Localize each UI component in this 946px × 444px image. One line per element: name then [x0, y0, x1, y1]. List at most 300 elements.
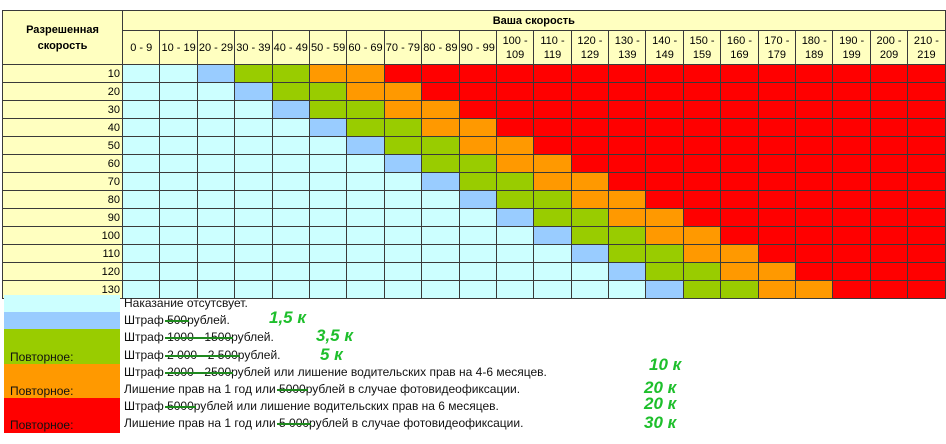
- handwritten-note-green-repeat: 5 к: [320, 344, 343, 364]
- penalty-cell-none: [197, 173, 234, 191]
- penalty-cell-green: [309, 101, 346, 119]
- penalty-cell-green: [235, 65, 272, 83]
- allowed-speed-header: Разрешенная скорость: [3, 11, 123, 65]
- speed-range-header: 160 - 169: [721, 31, 758, 65]
- penalty-cell-blue: [422, 173, 459, 191]
- penalty-cell-red: [534, 137, 571, 155]
- penalty-cell-none: [347, 227, 384, 245]
- penalty-cell-none: [272, 137, 309, 155]
- penalty-cell-green: [571, 209, 608, 227]
- penalty-cell-red: [496, 119, 533, 137]
- penalty-cell-red: [796, 83, 833, 101]
- penalty-cell-orange: [609, 209, 646, 227]
- penalty-cell-red: [833, 191, 870, 209]
- legend-swatch-blue: [4, 312, 120, 329]
- repeat-label-red: Повторное:: [10, 418, 74, 433]
- allowed-speed-label: 90: [3, 209, 123, 227]
- penalty-cell-red: [758, 83, 795, 101]
- penalty-cell-red: [571, 155, 608, 173]
- penalty-cell-red: [870, 263, 907, 281]
- penalty-cell-red: [609, 119, 646, 137]
- penalty-cell-none: [309, 155, 346, 173]
- legend-row-red-repeat: [4, 415, 934, 432]
- penalty-cell-none: [160, 137, 197, 155]
- penalty-cell-none: [160, 155, 197, 173]
- penalty-cell-green: [347, 101, 384, 119]
- penalty-cell-none: [272, 119, 309, 137]
- penalty-cell-red: [721, 137, 758, 155]
- penalty-cell-none: [123, 263, 160, 281]
- penalty-cell-none: [197, 83, 234, 101]
- penalty-cell-none: [347, 191, 384, 209]
- speed-range-header: 180 - 189: [796, 31, 833, 65]
- penalty-cell-orange: [347, 65, 384, 83]
- penalty-cell-red: [721, 191, 758, 209]
- penalty-cell-green: [384, 137, 421, 155]
- penalty-cell-none: [235, 245, 272, 263]
- table-row: [3, 119, 946, 137]
- penalty-cell-red: [683, 137, 720, 155]
- allowed-speed-label: 40: [3, 119, 123, 137]
- penalty-cell-none: [272, 245, 309, 263]
- handwritten-note-orange-repeat: 20 к: [644, 377, 677, 397]
- penalty-cell-none: [197, 191, 234, 209]
- penalty-cell-red: [908, 227, 945, 245]
- legend-row-none: [4, 295, 934, 312]
- table-row: [3, 137, 946, 155]
- penalty-cell-red: [646, 155, 683, 173]
- penalty-cell-red: [870, 119, 907, 137]
- penalty-cell-none: [309, 227, 346, 245]
- penalty-cell-none: [422, 245, 459, 263]
- speed-range-header: 100 - 109: [496, 31, 533, 65]
- speed-range-header: 30 - 39: [235, 31, 272, 65]
- penalty-cell-none: [197, 227, 234, 245]
- penalty-cell-none: [347, 263, 384, 281]
- penalty-cell-none: [384, 245, 421, 263]
- penalty-cell-none: [235, 209, 272, 227]
- speed-range-header: 60 - 69: [347, 31, 384, 65]
- penalty-cell-orange: [496, 155, 533, 173]
- legend: [4, 295, 934, 433]
- penalty-cell-blue: [347, 137, 384, 155]
- penalty-cell-blue: [609, 263, 646, 281]
- penalty-cell-none: [272, 209, 309, 227]
- penalty-cell-red: [833, 245, 870, 263]
- speed-range-header: 10 - 19: [160, 31, 197, 65]
- penalty-cell-red: [571, 137, 608, 155]
- speed-range-header: 190 - 199: [833, 31, 870, 65]
- penalty-cell-red: [534, 65, 571, 83]
- penalty-cell-red: [908, 155, 945, 173]
- penalty-cell-green: [534, 191, 571, 209]
- penalty-cell-red: [870, 191, 907, 209]
- penalty-cell-none: [347, 245, 384, 263]
- handwritten-note-red: 20 к: [644, 394, 677, 414]
- penalty-cell-orange: [309, 65, 346, 83]
- penalty-cell-red: [721, 101, 758, 119]
- penalty-cell-none: [160, 191, 197, 209]
- penalty-cell-red: [833, 101, 870, 119]
- penalty-cell-blue: [571, 245, 608, 263]
- penalty-cell-none: [235, 173, 272, 191]
- penalty-cell-red: [534, 83, 571, 101]
- penalty-cell-none: [422, 209, 459, 227]
- speed-range-header: 200 - 209: [870, 31, 907, 65]
- legend-row-green: [4, 326, 934, 346]
- penalty-cell-none: [160, 65, 197, 83]
- penalty-cell-none: [347, 173, 384, 191]
- penalty-cell-red: [796, 227, 833, 245]
- penalty-cell-red: [422, 65, 459, 83]
- speed-range-header: 150 - 159: [683, 31, 720, 65]
- penalty-cell-blue: [272, 101, 309, 119]
- penalty-cell-none: [309, 173, 346, 191]
- penalty-cell-orange: [459, 137, 496, 155]
- penalty-cell-red: [908, 83, 945, 101]
- penalty-cell-red: [683, 119, 720, 137]
- penalty-cell-blue: [309, 119, 346, 137]
- penalty-cell-orange: [721, 245, 758, 263]
- penalty-cell-none: [123, 101, 160, 119]
- table-row: [3, 173, 946, 191]
- penalty-cell-red: [870, 101, 907, 119]
- penalty-cell-red: [683, 65, 720, 83]
- penalty-cell-red: [646, 101, 683, 119]
- penalty-cell-blue: [235, 83, 272, 101]
- legend-text-green: Штраф 1000 - 1500рублей.: [124, 330, 274, 345]
- penalty-cell-red: [609, 155, 646, 173]
- allowed-speed-label: 80: [3, 191, 123, 209]
- penalty-cell-none: [347, 209, 384, 227]
- speed-range-header: 130 - 139: [609, 31, 646, 65]
- penalty-cell-none: [197, 137, 234, 155]
- penalty-cell-none: [272, 263, 309, 281]
- penalty-cell-red: [870, 155, 907, 173]
- penalty-cell-red: [908, 137, 945, 155]
- penalty-cell-none: [197, 245, 234, 263]
- penalty-cell-green: [347, 119, 384, 137]
- penalty-cell-green: [646, 263, 683, 281]
- penalty-cell-red: [796, 209, 833, 227]
- table-row: [3, 83, 946, 101]
- penalty-cell-red: [796, 155, 833, 173]
- allowed-speed-label: 130: [3, 281, 123, 299]
- penalty-cell-none: [197, 209, 234, 227]
- legend-row-red: [4, 394, 934, 415]
- penalty-cell-red: [683, 83, 720, 101]
- penalty-cell-red: [908, 173, 945, 191]
- speed-range-header: 80 - 89: [422, 31, 459, 65]
- penalty-cell-red: [534, 101, 571, 119]
- penalty-cell-red: [459, 83, 496, 101]
- penalty-cell-red: [796, 137, 833, 155]
- penalty-cell-orange: [609, 191, 646, 209]
- penalty-cell-green: [646, 245, 683, 263]
- penalty-cell-green: [496, 173, 533, 191]
- legend-row-orange-repeat: [4, 377, 934, 398]
- penalty-cell-none: [160, 119, 197, 137]
- penalty-cell-none: [235, 101, 272, 119]
- penalty-cell-red: [833, 65, 870, 83]
- penalty-cell-red: [721, 209, 758, 227]
- penalty-cell-red: [758, 227, 795, 245]
- penalty-cell-red: [758, 119, 795, 137]
- penalty-cell-red: [758, 191, 795, 209]
- penalty-cell-none: [347, 155, 384, 173]
- penalty-cell-red: [758, 65, 795, 83]
- penalty-cell-red: [721, 83, 758, 101]
- penalty-cell-red: [683, 101, 720, 119]
- legend-text-blue: Штраф 500рублей.: [124, 313, 230, 328]
- allowed-speed-label: 10: [3, 65, 123, 83]
- allowed-speed-label: 60: [3, 155, 123, 173]
- penalty-cell-none: [459, 263, 496, 281]
- penalty-cell-green: [683, 263, 720, 281]
- handwritten-note-green: 3,5 к: [316, 326, 353, 346]
- penalty-cell-none: [534, 245, 571, 263]
- penalty-cell-red: [908, 191, 945, 209]
- table-row: [3, 65, 946, 83]
- penalty-cell-red: [721, 173, 758, 191]
- penalty-cell-none: [496, 245, 533, 263]
- penalty-cell-red: [870, 137, 907, 155]
- table-row: [3, 155, 946, 173]
- penalty-cell-red: [646, 191, 683, 209]
- penalty-cell-none: [384, 173, 421, 191]
- penalty-cell-green: [459, 155, 496, 173]
- penalty-cell-red: [796, 101, 833, 119]
- penalty-cell-orange: [496, 137, 533, 155]
- legend-text-orange: Штраф 2000 - 2500рублей или лишение водительских прав на 4-6 месяцев.: [124, 364, 547, 379]
- penalty-cell-none: [309, 263, 346, 281]
- penalty-cell-red: [870, 245, 907, 263]
- penalty-cell-green: [384, 119, 421, 137]
- penalty-cell-none: [272, 155, 309, 173]
- penalty-cell-none: [160, 245, 197, 263]
- penalty-cell-none: [197, 101, 234, 119]
- penalty-cell-blue: [459, 191, 496, 209]
- penalty-cell-red: [796, 245, 833, 263]
- allowed-speed-label: 110: [3, 245, 123, 263]
- penalty-cell-none: [123, 173, 160, 191]
- table-row: [3, 191, 946, 209]
- penalty-cell-red: [758, 101, 795, 119]
- penalty-cell-red: [683, 209, 720, 227]
- penalty-cell-red: [571, 101, 608, 119]
- penalty-cell-orange: [459, 119, 496, 137]
- penalty-cell-green: [272, 65, 309, 83]
- penalty-cell-none: [235, 119, 272, 137]
- penalty-cell-red: [833, 83, 870, 101]
- handwritten-note-blue: 1,5 к: [269, 308, 306, 328]
- penalty-cell-none: [422, 191, 459, 209]
- penalty-cell-none: [272, 227, 309, 245]
- penalty-cell-orange: [646, 227, 683, 245]
- speed-range-header: 170 - 179: [758, 31, 795, 65]
- penalty-cell-none: [123, 209, 160, 227]
- penalty-cell-red: [758, 137, 795, 155]
- penalty-cell-orange: [758, 263, 795, 281]
- penalty-cell-red: [796, 119, 833, 137]
- legend-swatch-none: [4, 295, 120, 312]
- penalty-cell-none: [459, 209, 496, 227]
- allowed-speed-label: 20: [3, 83, 123, 101]
- allowed-speed-label: 120: [3, 263, 123, 281]
- penalty-cell-none: [235, 191, 272, 209]
- penalty-cell-red: [833, 227, 870, 245]
- penalty-cell-green: [272, 83, 309, 101]
- penalty-cell-green: [496, 191, 533, 209]
- penalty-cell-none: [496, 227, 533, 245]
- penalty-cell-red: [683, 191, 720, 209]
- penalty-cell-red: [908, 65, 945, 83]
- speed-range-header: 210 - 219: [908, 31, 945, 65]
- penalty-cell-red: [870, 209, 907, 227]
- penalty-cell-red: [833, 119, 870, 137]
- your-speed-header: Ваша скорость: [123, 11, 946, 31]
- penalty-cell-none: [160, 101, 197, 119]
- penalty-cell-green: [534, 209, 571, 227]
- penalty-cell-orange: [646, 209, 683, 227]
- penalty-cell-red: [796, 263, 833, 281]
- legend-text-red: Штраф 5000рублей или лишение водительских прав на 6 месяцев.: [124, 399, 499, 414]
- speed-range-header: 90 - 99: [459, 31, 496, 65]
- penalty-cell-green: [571, 227, 608, 245]
- penalty-cell-red: [571, 119, 608, 137]
- repeat-label-green: Повторное:: [10, 349, 74, 364]
- legend-row-green-repeat: [4, 344, 934, 364]
- penalty-cell-none: [123, 155, 160, 173]
- penalty-cell-red: [609, 173, 646, 191]
- penalty-cell-none: [123, 137, 160, 155]
- penalty-cell-none: [309, 209, 346, 227]
- repeat-label-orange: Повторное:: [10, 383, 74, 398]
- penalty-cell-red: [908, 101, 945, 119]
- penalty-cell-red: [833, 173, 870, 191]
- table-row: [3, 227, 946, 245]
- penalty-cell-orange: [683, 227, 720, 245]
- penalty-cell-none: [272, 191, 309, 209]
- penalty-cell-red: [870, 173, 907, 191]
- penalty-cell-none: [123, 227, 160, 245]
- allowed-speed-label: 30: [3, 101, 123, 119]
- penalty-cell-none: [235, 227, 272, 245]
- speed-range-header: 50 - 59: [309, 31, 346, 65]
- penalty-cell-none: [160, 209, 197, 227]
- penalty-cell-none: [197, 119, 234, 137]
- penalty-cell-none: [534, 263, 571, 281]
- penalty-cell-red: [534, 119, 571, 137]
- legend-text-none: Наказание отсутсвует.: [124, 296, 248, 310]
- penalty-cell-none: [459, 245, 496, 263]
- penalty-cell-none: [384, 209, 421, 227]
- penalty-cell-red: [758, 173, 795, 191]
- penalty-cell-red: [571, 83, 608, 101]
- penalty-cell-none: [123, 191, 160, 209]
- penalty-cell-orange: [384, 101, 421, 119]
- penalty-cell-none: [309, 137, 346, 155]
- penalty-cell-red: [609, 101, 646, 119]
- penalty-cell-red: [870, 65, 907, 83]
- penalty-cell-red: [833, 209, 870, 227]
- penalty-cell-orange: [384, 83, 421, 101]
- penalty-cell-red: [384, 65, 421, 83]
- penalty-cell-none: [235, 155, 272, 173]
- speed-range-header: 0 - 9: [123, 31, 160, 65]
- speed-range-header: 120 - 129: [571, 31, 608, 65]
- penalty-cell-none: [123, 83, 160, 101]
- penalty-cell-red: [609, 83, 646, 101]
- penalty-cell-green: [609, 245, 646, 263]
- penalty-cell-red: [908, 245, 945, 263]
- table-row: [3, 245, 946, 263]
- penalty-cell-orange: [721, 263, 758, 281]
- penalty-cell-red: [721, 155, 758, 173]
- penalty-cell-red: [908, 119, 945, 137]
- penalty-cell-red: [571, 65, 608, 83]
- penalty-cell-red: [496, 83, 533, 101]
- legend-text-red-repeat: Лишение прав на 1 год или 5 000рублей в случае фотовидеофиксации.: [124, 416, 524, 431]
- penalty-cell-red: [908, 209, 945, 227]
- penalty-cell-red: [833, 263, 870, 281]
- penalty-cell-red: [496, 65, 533, 83]
- allowed-speed-label: 50: [3, 137, 123, 155]
- penalty-cell-red: [796, 65, 833, 83]
- penalty-cell-red: [646, 65, 683, 83]
- penalty-cell-none: [309, 245, 346, 263]
- penalty-cell-none: [384, 227, 421, 245]
- penalty-cell-orange: [534, 173, 571, 191]
- penalty-cell-blue: [496, 209, 533, 227]
- penalty-cell-orange: [571, 173, 608, 191]
- penalty-cell-red: [721, 65, 758, 83]
- penalty-cell-none: [384, 191, 421, 209]
- penalty-cell-orange: [571, 191, 608, 209]
- table-row: [3, 263, 946, 281]
- penalty-cell-red: [646, 173, 683, 191]
- speed-range-header: 140 - 149: [646, 31, 683, 65]
- speed-range-header: 70 - 79: [384, 31, 421, 65]
- penalty-cell-orange: [534, 155, 571, 173]
- penalty-cell-red: [870, 83, 907, 101]
- penalty-cell-red: [496, 101, 533, 119]
- penalty-cell-red: [833, 137, 870, 155]
- legend-text-orange-repeat: Лишение прав на 1 год или 5000рублей в случае фотовидеофиксации.: [124, 381, 521, 396]
- penalty-cell-green: [459, 173, 496, 191]
- penalty-cell-orange: [347, 83, 384, 101]
- penalty-cell-none: [309, 191, 346, 209]
- penalty-cell-none: [571, 263, 608, 281]
- penalty-cell-orange: [422, 119, 459, 137]
- penalty-cell-orange: [422, 101, 459, 119]
- penalty-cell-none: [272, 173, 309, 191]
- penalty-cell-red: [796, 191, 833, 209]
- penalty-cell-blue: [197, 65, 234, 83]
- penalty-cell-red: [721, 227, 758, 245]
- penalty-cell-none: [123, 65, 160, 83]
- penalty-cell-none: [384, 263, 421, 281]
- legend-text-green-repeat: Штраф 2 000 - 2 500рублей.: [124, 347, 281, 362]
- allowed-speed-label: 70: [3, 173, 123, 191]
- allowed-speed-label: 100: [3, 227, 123, 245]
- penalty-cell-none: [235, 137, 272, 155]
- penalty-cell-none: [123, 245, 160, 263]
- penalty-cell-red: [422, 83, 459, 101]
- penalty-cell-none: [160, 263, 197, 281]
- speed-range-header: 40 - 49: [272, 31, 309, 65]
- penalty-cell-green: [309, 83, 346, 101]
